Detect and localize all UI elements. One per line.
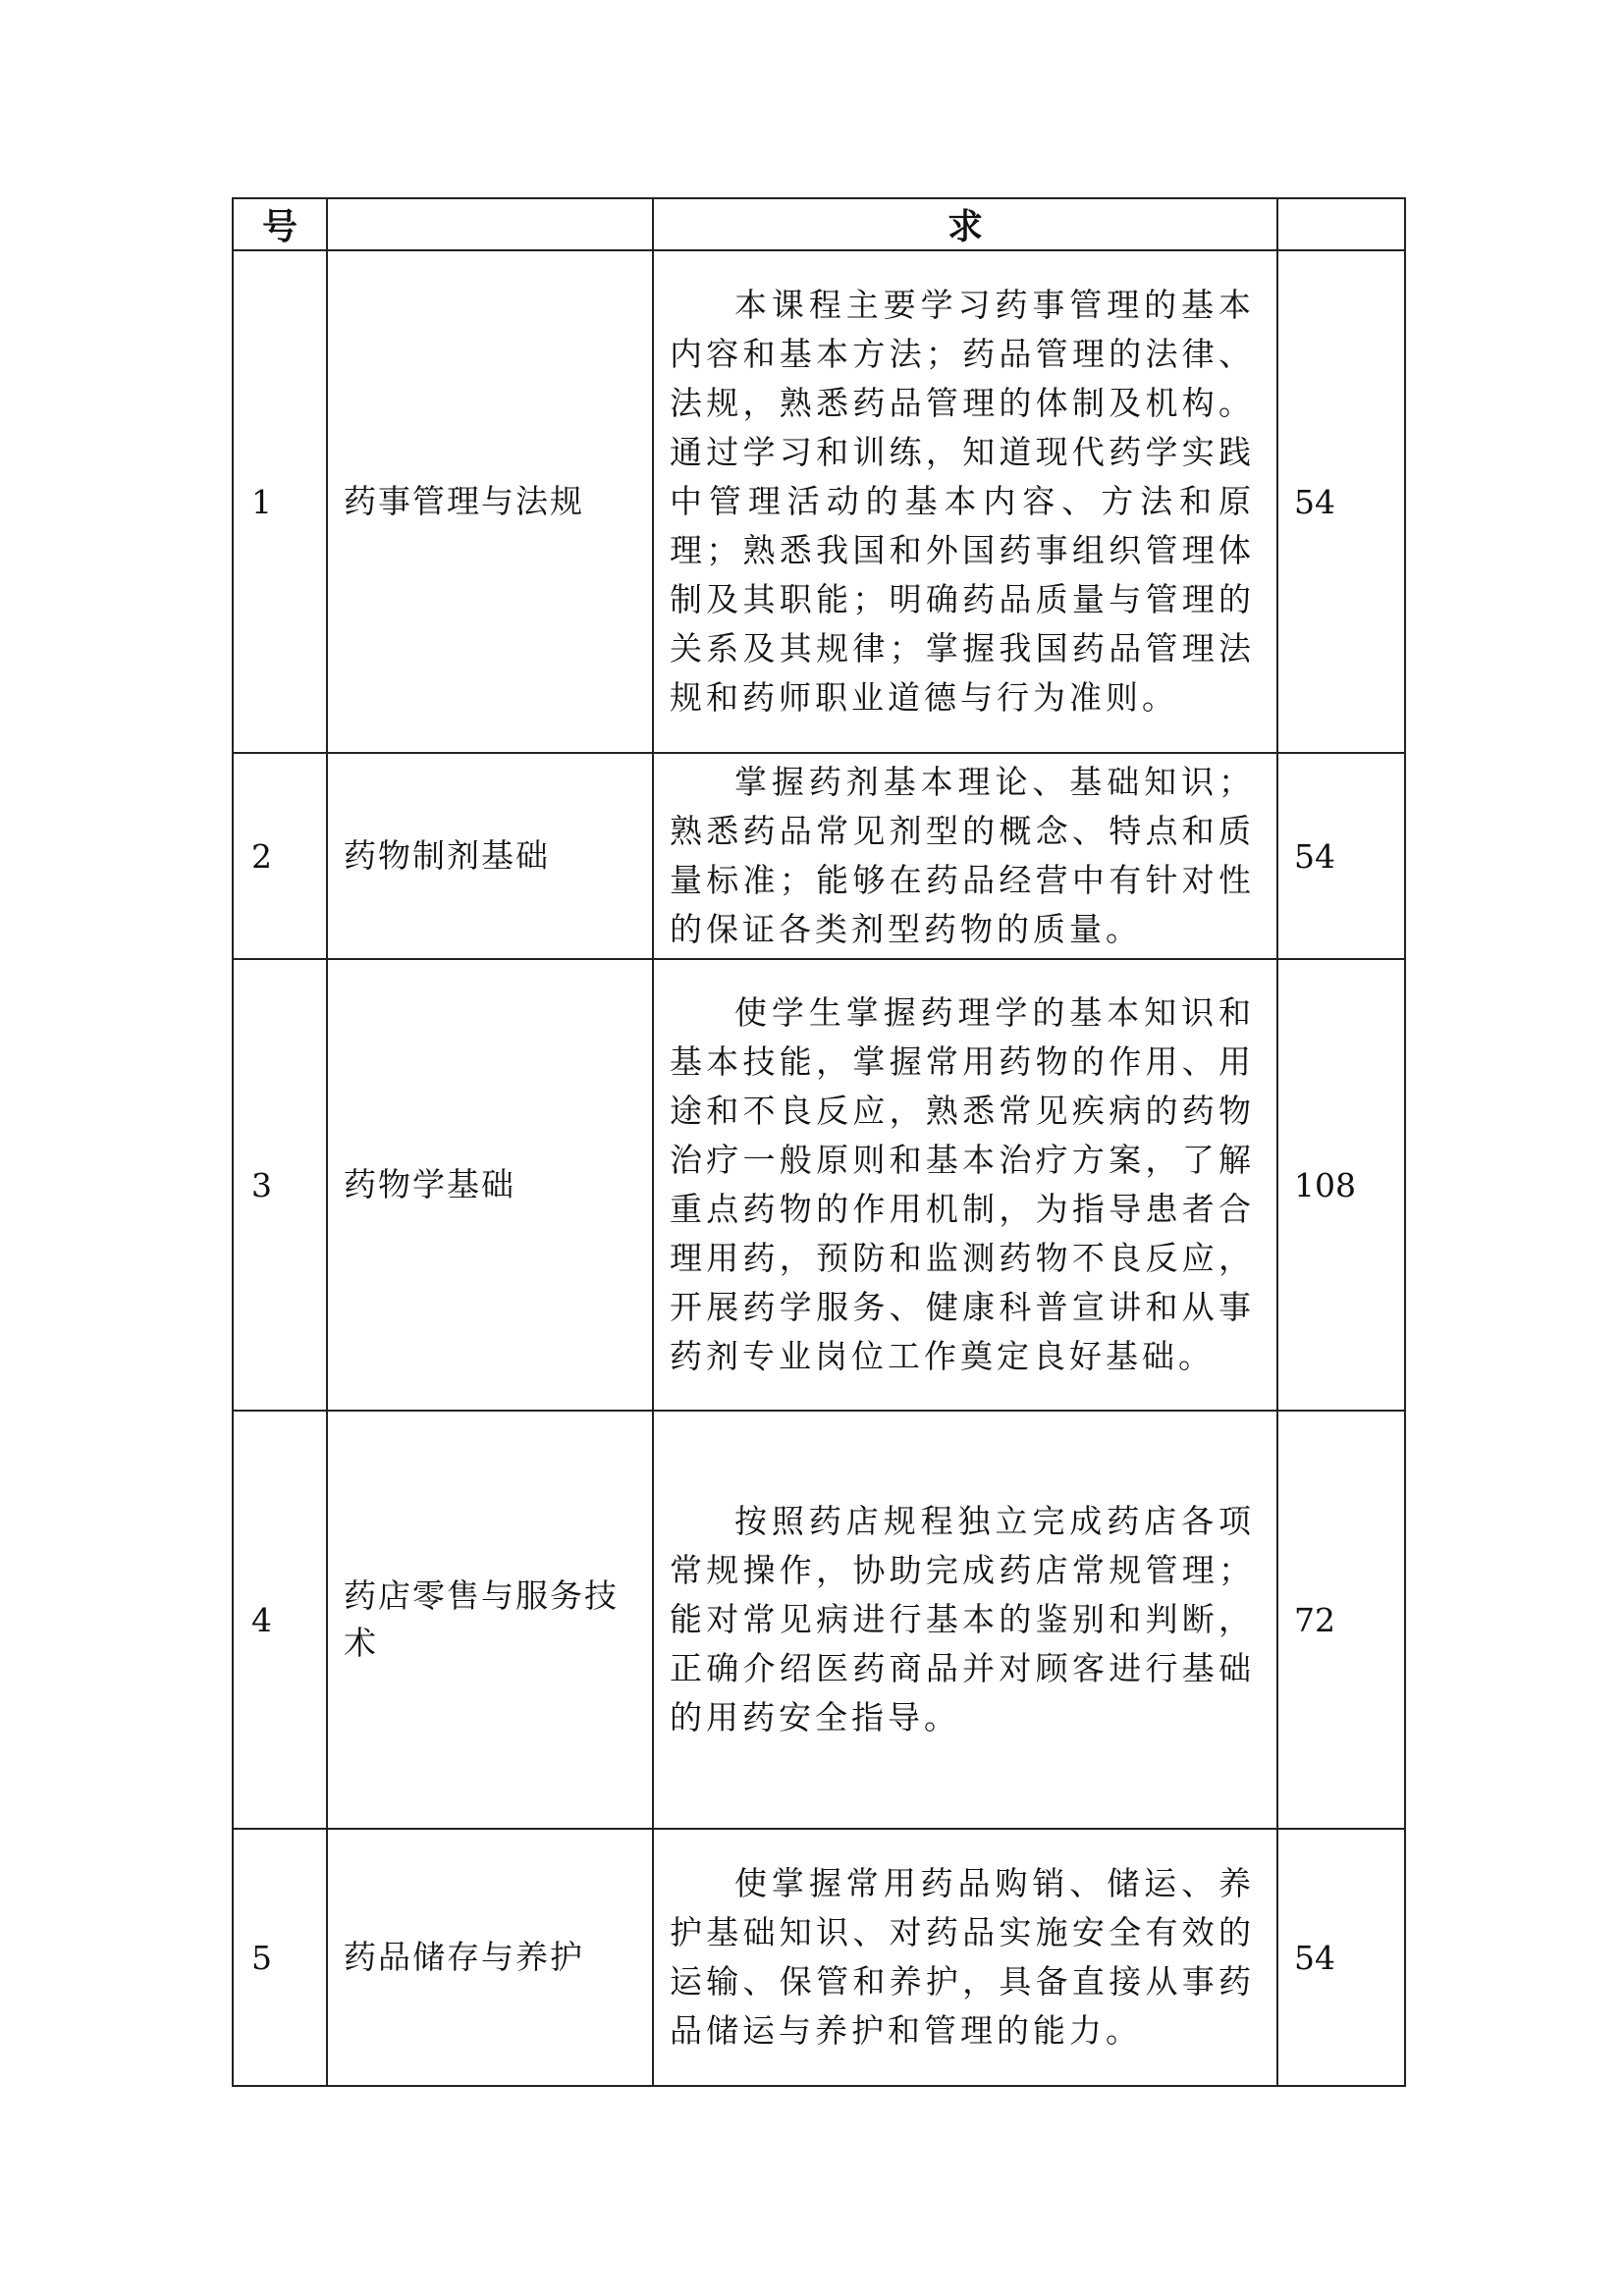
- course-table: [232, 197, 1406, 2087]
- header-name: [327, 198, 653, 250]
- course-description: 按照药店规程独立完成药店各项常规操作，协助完成药店常规管理；能对常见病进行基本的鉴别和判断，正确介绍医药商品并对顾客进行基础的用药安全指导。: [653, 1411, 1277, 1829]
- course-hours: 54: [1277, 753, 1405, 959]
- course-hours: 108: [1277, 959, 1405, 1411]
- course-name: 药品储存与养护: [327, 1829, 653, 2086]
- table-row: [233, 250, 1405, 753]
- course-description: 使掌握常用药品购销、储运、养护基础知识、对药品实施安全有效的运输、保管和养护，具备直接从事药品储运与养护和管理的能力。: [653, 1829, 1277, 2086]
- course-hours: 54: [1277, 1829, 1405, 2086]
- table-header-row: [233, 198, 1405, 250]
- course-number: 4: [233, 1411, 327, 1829]
- table-row: [233, 1411, 1405, 1829]
- course-number: 3: [233, 959, 327, 1411]
- course-hours: 72: [1277, 1411, 1405, 1829]
- course-name: 药店零售与服务技术: [327, 1411, 653, 1829]
- table-row: [233, 959, 1405, 1411]
- course-number: 2: [233, 753, 327, 959]
- course-hours: 54: [1277, 250, 1405, 753]
- table-row: [233, 1829, 1405, 2086]
- course-description: 使学生掌握药理学的基本知识和基本技能，掌握常用药物的作用、用途和不良反应，熟悉常见疾病的药物治疗一般原则和基本治疗方案，了解重点药物的作用机制，为指导患者合理用药，预防和监测药物不良反应，开展药学服务、健康科普宣讲和从事药剂专业岗位工作奠定良好基础。: [653, 959, 1277, 1411]
- course-name: 药物学基础: [327, 959, 653, 1411]
- course-name: 药物制剂基础: [327, 753, 653, 959]
- course-description: 掌握药剂基本理论、基础知识；熟悉药品常见剂型的概念、特点和质量标准；能够在药品经营中有针对性的保证各类剂型药物的质量。: [653, 753, 1277, 959]
- header-hours: [1277, 198, 1405, 250]
- course-number: 5: [233, 1829, 327, 2086]
- course-description: 本课程主要学习药事管理的基本内容和基本方法；药品管理的法律、法规，熟悉药品管理的体制及机构。通过学习和训练，知道现代药学实践中管理活动的基本内容、方法和原理；熟悉我国和外国药事组织管理体制及其职能；明确药品质量与管理的关系及其规律；掌握我国药品管理法规和药师职业道德与行为准则。: [653, 250, 1277, 753]
- header-no: 号: [233, 198, 327, 250]
- course-number: 1: [233, 250, 327, 753]
- header-requirement: 求: [653, 198, 1277, 250]
- course-name: 药事管理与法规: [327, 250, 653, 753]
- table-row: [233, 753, 1405, 959]
